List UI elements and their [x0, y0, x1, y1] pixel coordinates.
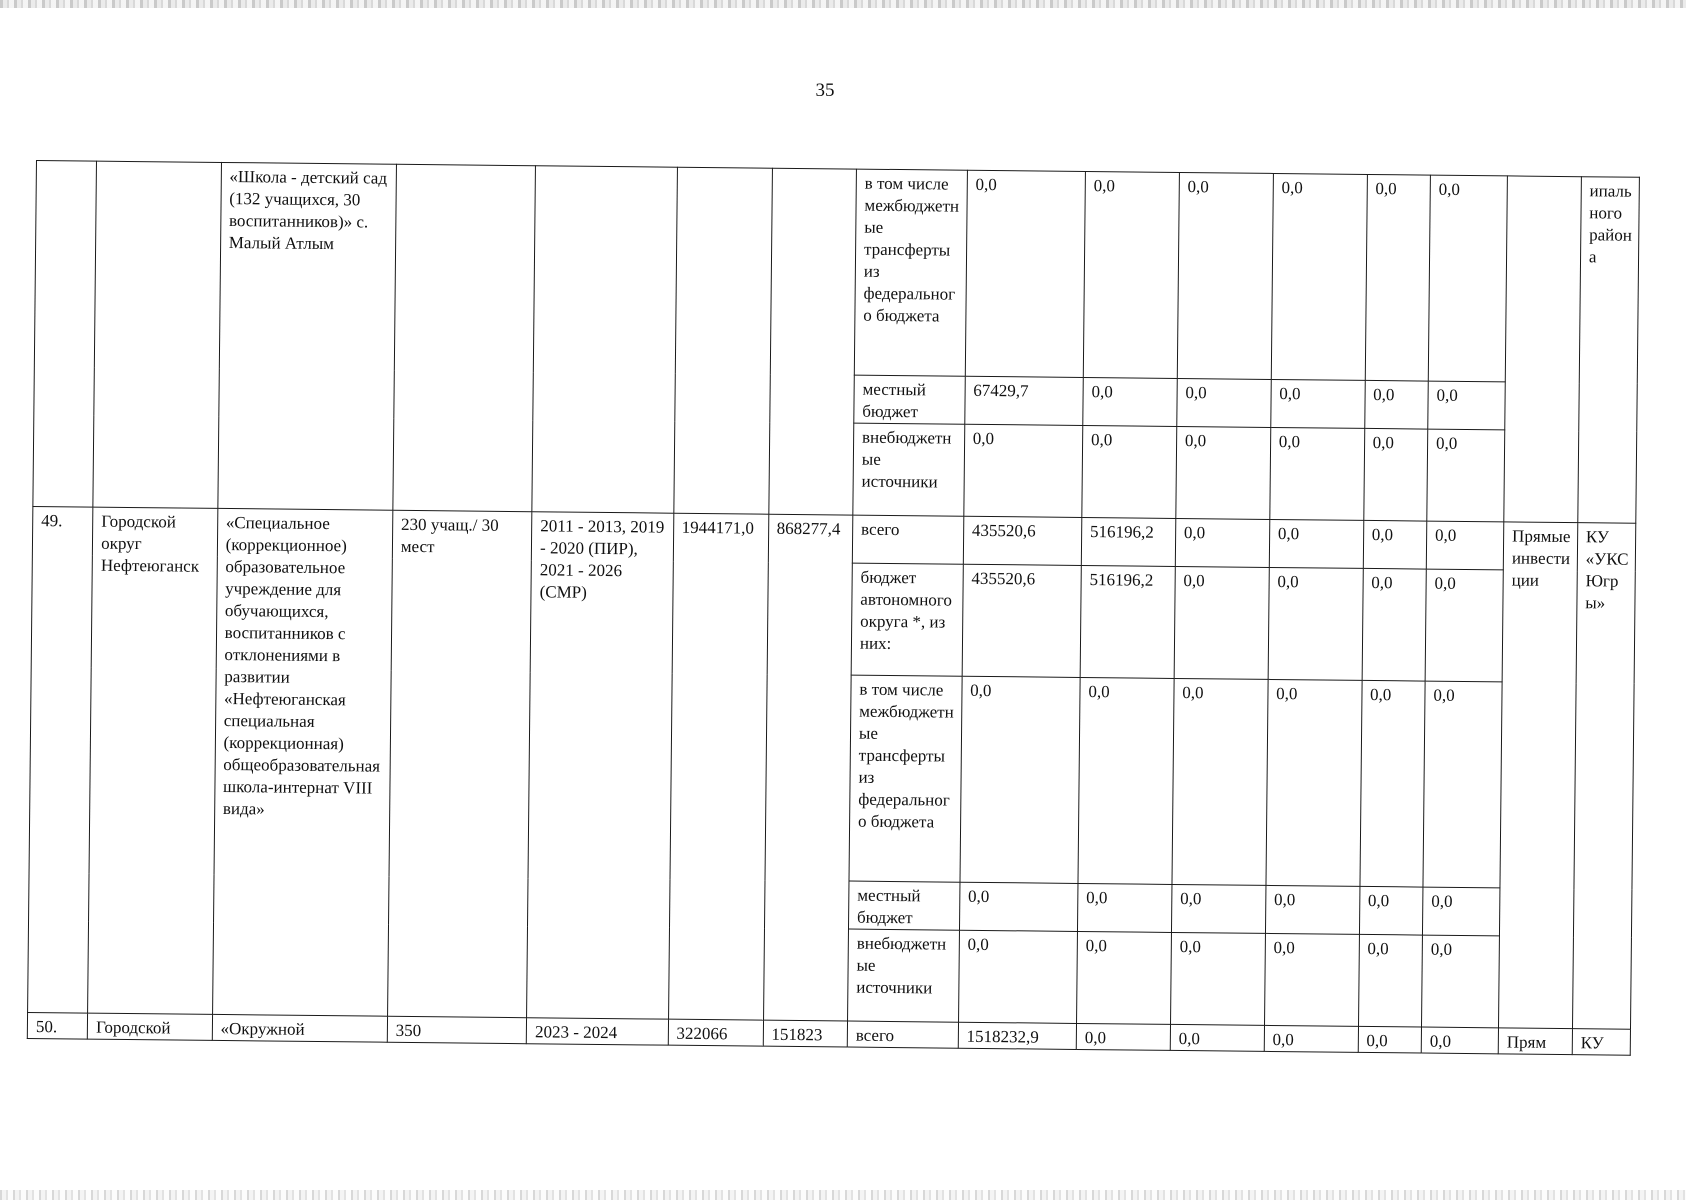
cell-value: 0,0 [1363, 428, 1427, 521]
cell-value: 0,0 [1428, 175, 1507, 382]
cell-value: 0,0 [1077, 883, 1171, 932]
cell-value: 516196,2 [1080, 565, 1175, 678]
cell-cost [673, 167, 772, 514]
cell-source: внебюджетные источники [853, 423, 965, 516]
cell-value: 0,0 [1177, 378, 1271, 427]
cell-value: 0,0 [1076, 931, 1171, 1024]
cell-value: 0,0 [1270, 379, 1364, 428]
cell-value: 0,0 [1175, 518, 1269, 567]
cell-value: 0,0 [1364, 380, 1428, 429]
cell-source: всего [847, 1021, 958, 1048]
table-row [34, 161, 1639, 384]
cell-source: бюджет автономного округа *, из них: [851, 563, 963, 676]
cell-value: 0,0 [1363, 520, 1427, 569]
cell-value: 0,0 [1264, 1025, 1358, 1052]
cell-capacity: 230 учащ./ 30 мест [387, 510, 532, 1017]
cell-value: 0,0 [1083, 377, 1177, 426]
cell-value: 0,0 [965, 170, 1085, 377]
cell-value: 516196,2 [1081, 517, 1175, 566]
cell-object-name: «Специальное (коррекционное) образовательное учреждение для обучающихся, воспитанников с отклонениями в развитии «Нефтеюганская специальная (коррекционная) общеобразовательная школа-интернат VIII вида» [212, 508, 392, 1016]
cell-value: 0,0 [1078, 677, 1174, 884]
cell-source: внебюджетные источники [847, 929, 959, 1022]
investment-table [27, 160, 1640, 1056]
cell-value: 0,0 [1271, 173, 1367, 380]
cell-value: 0,0 [1170, 932, 1265, 1025]
cell-source: всего [852, 515, 963, 564]
cell-value: 0,0 [1170, 1024, 1264, 1051]
cell-municipality: Городской округ Нефтеюганск [88, 507, 218, 1014]
cell-municipality [93, 161, 221, 508]
cell-value: 0,0 [960, 676, 1080, 883]
cell-value: 0,0 [1270, 427, 1365, 520]
cell-value: 0,0 [1358, 1026, 1422, 1053]
cell-customer: КУ «УКС Югры» [1572, 523, 1635, 1030]
cell-value: 0,0 [1425, 569, 1503, 682]
cell-mechanism: Прямые инвестиции [1498, 522, 1577, 1029]
cell-value: 0,0 [1426, 521, 1504, 570]
cell-value: 435520,6 [963, 516, 1082, 565]
cell-object-name: «Окружной [212, 1014, 387, 1042]
table-wrapper [27, 160, 1640, 1077]
cell-years: 2011 - 2013, 2019 - 2020 (ПИР), 2021 - 2026 (СМР) [527, 512, 674, 1019]
cell-value: 0,0 [1359, 886, 1423, 935]
cell-mechanism: Прям [1498, 1028, 1572, 1055]
cell-source: в том числе межбюджетные трансферты из федерального бюджета [854, 169, 967, 376]
cell-mechanism [1504, 176, 1581, 523]
cell-value: 0,0 [1428, 381, 1506, 430]
cell-value: 0,0 [959, 882, 1078, 931]
cell-capacity [393, 164, 536, 511]
cell-value: 0,0 [1358, 934, 1422, 1027]
cell-value: 0,0 [1177, 172, 1273, 379]
cell-value: 0,0 [1082, 425, 1177, 518]
cell-remaining [768, 168, 856, 515]
cell-value: 0,0 [1083, 171, 1179, 378]
cell-remaining: 151823 [763, 1020, 848, 1047]
cell-num [33, 161, 97, 508]
cell-value: 0,0 [1365, 174, 1430, 381]
cell-customer: КУ [1572, 1029, 1630, 1056]
cell-value: 0,0 [1423, 681, 1502, 888]
cell-value: 0,0 [1266, 679, 1362, 886]
cell-value: 0,0 [1427, 429, 1505, 522]
cell-value: 0,0 [1076, 1023, 1170, 1050]
cell-source: местный бюджет [854, 375, 965, 424]
cell-value: 0,0 [1268, 567, 1363, 680]
cell-num: 49. [28, 506, 93, 1013]
cell-object-name: «Школа - детский сад (132 учащихся, 30 воспитанников)» с. Малый Атлым [218, 162, 397, 510]
cell-value: 0,0 [1176, 426, 1271, 519]
cell-value: 0,0 [1269, 519, 1363, 568]
cell-source: в том числе межбюджетные трансферты из федерального бюджета [849, 675, 962, 882]
cell-value: 0,0 [1265, 885, 1359, 934]
cell-value: 0,0 [1264, 933, 1359, 1026]
cell-num: 50. [27, 1012, 87, 1039]
cell-value: 0,0 [1174, 566, 1269, 679]
cell-value: 0,0 [1421, 1027, 1498, 1054]
cell-value: 0,0 [1171, 884, 1265, 933]
cell-cost: 1944171,0 [668, 513, 768, 1020]
scan-bottom-edge [0, 1190, 1686, 1200]
cell-value: 435520,6 [962, 564, 1081, 677]
cell-cost: 322066 [668, 1019, 763, 1046]
scan-top-edge [0, 0, 1686, 8]
cell-value: 0,0 [1172, 678, 1268, 885]
cell-years [532, 166, 677, 513]
cell-value: 0,0 [1360, 680, 1425, 887]
cell-municipality: Городской [87, 1013, 212, 1040]
page-number: 35 [815, 80, 835, 101]
cell-value: 1518232,9 [958, 1022, 1076, 1049]
cell-value: 0,0 [1362, 568, 1426, 681]
cell-value: 67429,7 [965, 376, 1084, 425]
cell-value: 0,0 [1421, 935, 1499, 1028]
cell-capacity: 350 [387, 1016, 527, 1043]
cell-years: 2023 - 2024 [526, 1018, 668, 1045]
cell-remaining: 868277,4 [763, 514, 853, 1021]
cell-customer: ипального района [1578, 177, 1640, 524]
cell-value: 0,0 [964, 424, 1083, 517]
cell-value: 0,0 [1422, 887, 1500, 936]
cell-source: местный бюджет [848, 881, 959, 930]
cell-value: 0,0 [958, 930, 1077, 1023]
